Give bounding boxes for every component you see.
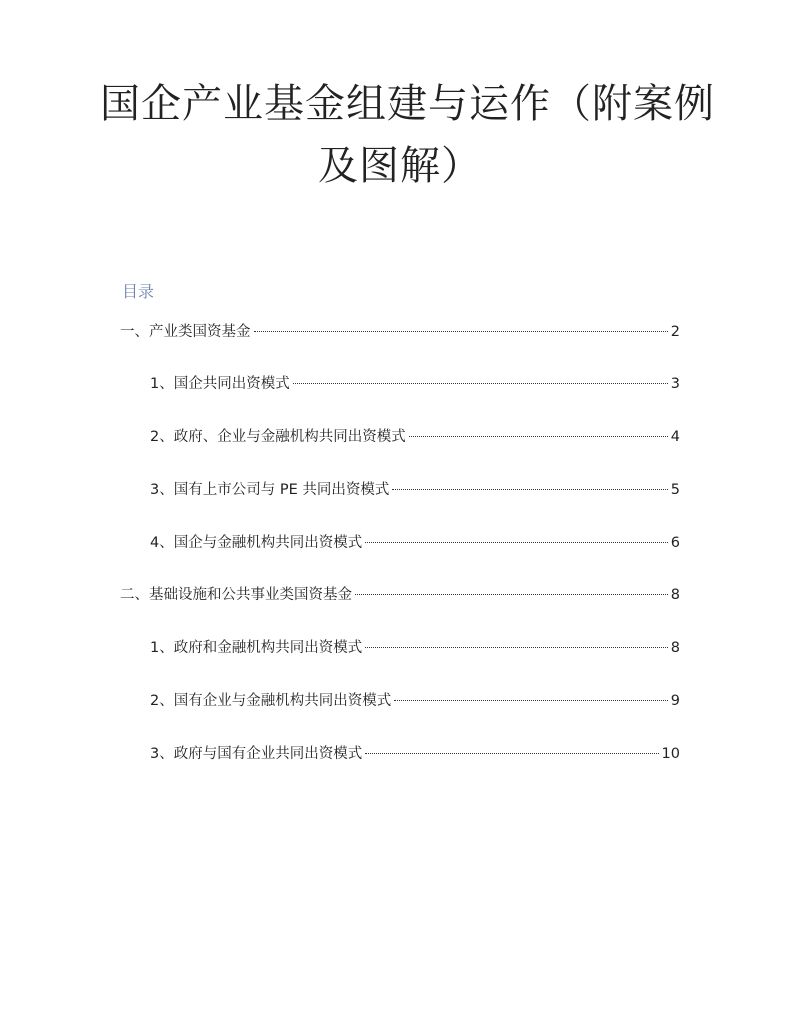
- toc-leader-dots: [355, 594, 668, 595]
- toc-entry-page-number: 6: [670, 535, 680, 551]
- toc-entry-page-number: 8: [670, 587, 680, 603]
- toc-entry-section-2-2[interactable]: [150, 690, 680, 712]
- toc-leader-dots: [365, 647, 668, 648]
- toc-leader-dots: [293, 383, 668, 384]
- toc-heading: 目录: [122, 282, 155, 301]
- toc-entry-section-2[interactable]: [120, 584, 680, 606]
- toc-entry-label: 3、政府与国有企业共同出资模式: [150, 746, 363, 762]
- toc-entry-page-number: 3: [670, 376, 680, 392]
- toc-entry-section-2-3[interactable]: [150, 743, 680, 765]
- toc-entry-label: 二、基础设施和公共事业类国资基金: [120, 587, 352, 603]
- toc-entry-page-number: 4: [670, 429, 680, 445]
- toc-entry-section-1-4[interactable]: [150, 532, 680, 554]
- toc-entry-section-1-3[interactable]: [150, 479, 680, 501]
- toc-entry-label: 3、国有上市公司与 PE 共同出资模式: [150, 482, 390, 498]
- toc-entry-label: 1、国企共同出资模式: [150, 376, 290, 392]
- document-title-line-2: 及图解）: [318, 143, 482, 189]
- toc-entry-label: 4、国企与金融机构共同出资模式: [150, 535, 363, 551]
- toc-entry-label: 2、国有企业与金融机构共同出资模式: [150, 693, 392, 709]
- toc-entry-page-number: 10: [661, 746, 680, 762]
- toc-leader-dots: [409, 436, 668, 437]
- toc-leader-dots: [392, 489, 667, 490]
- toc-entry-section-2-1[interactable]: [150, 637, 680, 659]
- toc-entry-section-1-1[interactable]: [150, 373, 680, 395]
- toc-entry-section-1[interactable]: [120, 321, 680, 343]
- toc-leader-dots: [254, 331, 668, 332]
- toc-entry-section-1-2[interactable]: [150, 426, 680, 448]
- toc-leader-dots: [365, 542, 668, 543]
- toc-entry-page-number: 8: [670, 640, 680, 656]
- toc-entry-label: 1、政府和金融机构共同出资模式: [150, 640, 363, 656]
- toc-leader-dots: [365, 753, 658, 754]
- toc-entry-label: 2、政府、企业与金融机构共同出资模式: [150, 429, 406, 445]
- toc-entry-page-number: 9: [670, 693, 680, 709]
- toc-leader-dots: [394, 700, 668, 701]
- document-title-line-1: 国企产业基金组建与运作（附案例: [100, 81, 715, 127]
- toc-entry-label: 一、产业类国资基金: [120, 324, 251, 340]
- toc-entry-page-number: 5: [670, 482, 680, 498]
- toc-entry-page-number: 2: [670, 324, 680, 340]
